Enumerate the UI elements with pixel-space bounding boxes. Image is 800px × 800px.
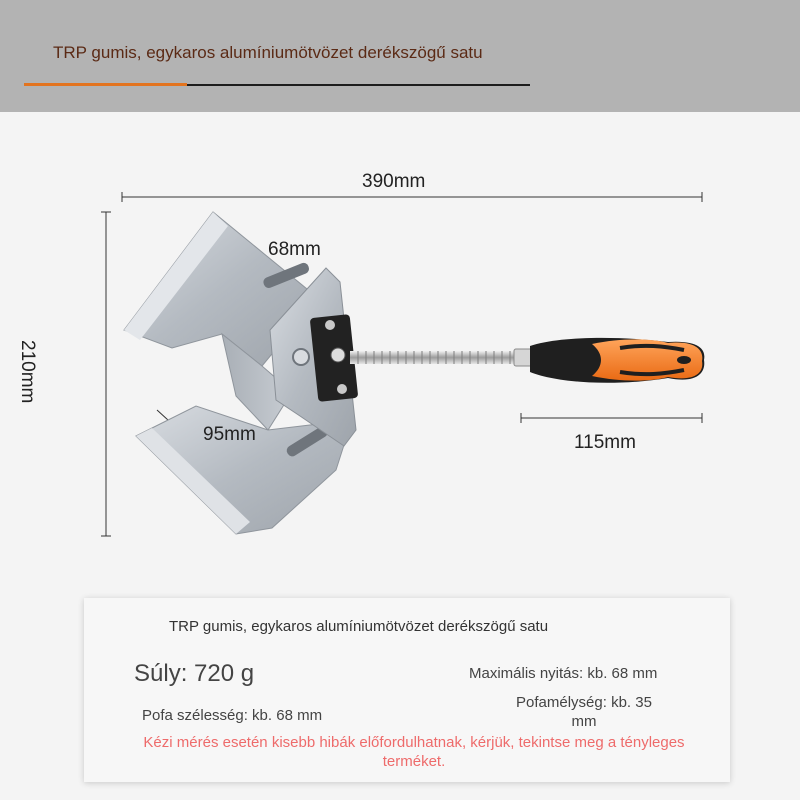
- dimension-height-label: 210mm: [17, 340, 38, 404]
- dimension-handle-label: 115mm: [574, 432, 636, 453]
- dimension-jaw-label: 68mm: [268, 239, 321, 260]
- clamp-body: [124, 212, 358, 534]
- header-title: TRP gumis, egykaros alumíniumötvözet derékszögű satu: [53, 43, 483, 62]
- spec-max-opening: Maximális nyitás: kb. 68 mm: [469, 665, 658, 682]
- spec-jaw-depth: Pofamélység: kb. 35 mm: [516, 694, 652, 730]
- spec-weight: Súly: 720 g: [134, 660, 255, 687]
- screw-handle: [350, 338, 704, 383]
- spec-card-title: TRP gumis, egykaros alumíniumötvözet derékszögű satu: [169, 618, 549, 635]
- dimension-depth-label: 95mm: [203, 424, 256, 445]
- dimension-width-label: 390mm: [362, 171, 426, 192]
- measurement-note: Kézi mérés esetén kisebb hibák előfordulhatnak, kérjük, tekintse meg a tényleges terméket.: [143, 734, 685, 770]
- spec-card: [84, 598, 730, 782]
- spec-jaw-width: Pofa szélesség: kb. 68 mm: [142, 707, 323, 724]
